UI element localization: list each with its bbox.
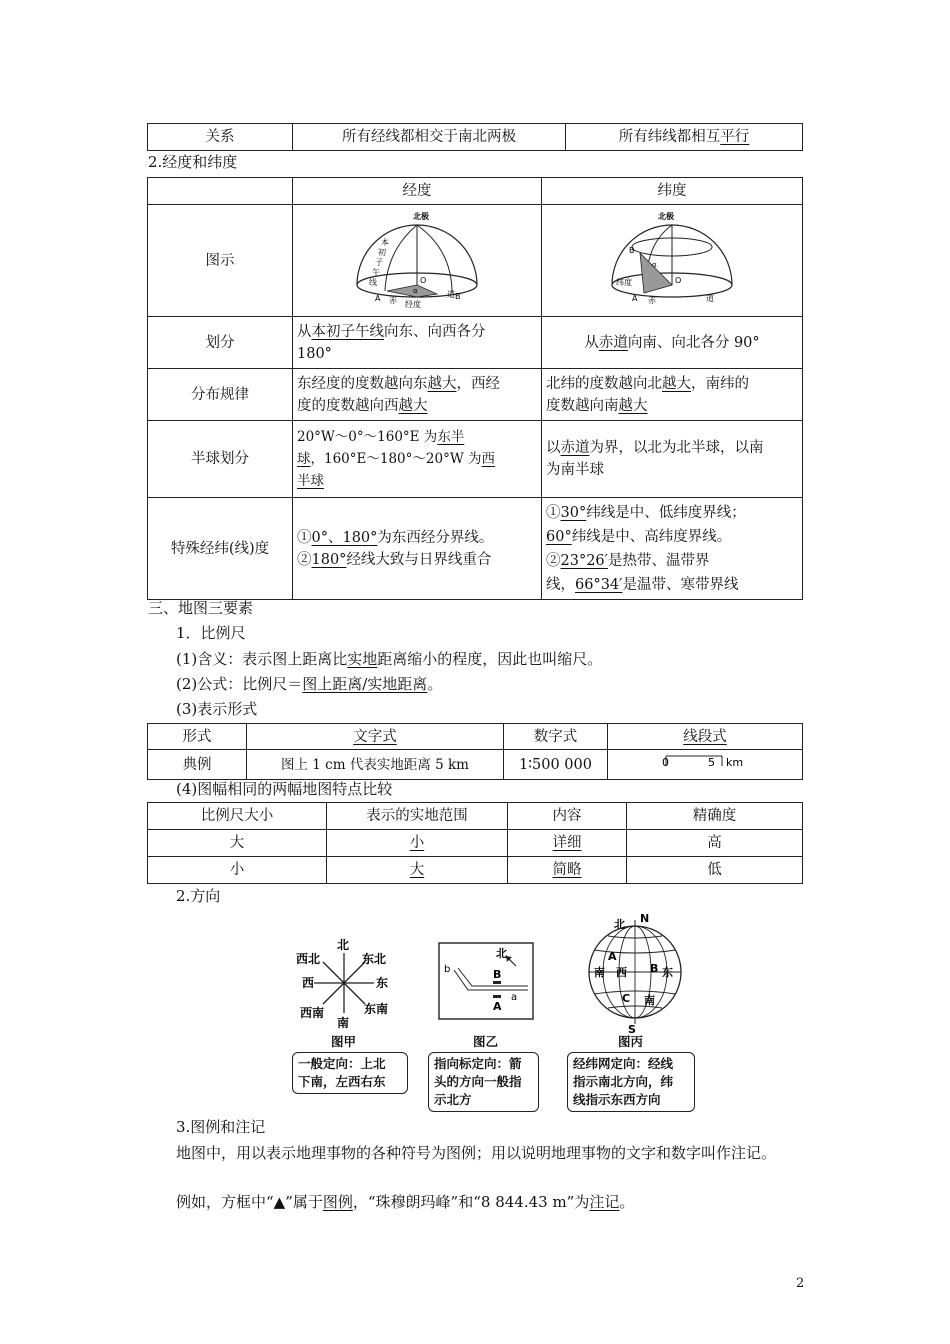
scale-bar-graphic	[660, 750, 750, 772]
scale-bar	[608, 750, 803, 780]
cmp-r1c0: 大	[148, 830, 327, 857]
s1-1: (1)含义：表示图上距离比实地距离缩小的程度，因此也叫缩尺。	[176, 650, 603, 668]
row-huafen-label: 划分	[148, 317, 293, 369]
cmp-r2c2: 简略	[508, 857, 627, 884]
bar-5: 5	[708, 756, 715, 769]
fig-right-dao: 道	[706, 294, 714, 303]
relation-col2: 所有纬线都相互平行	[566, 124, 803, 151]
yi-a: A	[493, 1000, 502, 1013]
row-tushi-label: 图示	[148, 205, 293, 317]
fig-right-weidu: 纬度	[616, 278, 632, 287]
teshu-weidu: ①30°纬线是中、低纬度界线； 60°纬线是中、高纬度界线。 ②23°26′是热带、温带界 线，66°34′是温带、寒带界线	[542, 498, 803, 600]
compass-e: 东	[376, 976, 389, 990]
fig-left-dao: 道	[447, 290, 455, 299]
row-teshu-label: 特殊经纬(线)度	[148, 498, 293, 600]
compass-s: 南	[337, 1016, 350, 1030]
fig-left-b: B	[455, 292, 461, 301]
compass-ne: 东北	[362, 952, 387, 966]
s1-title: 1．比例尺	[176, 624, 246, 642]
bing-a: A	[608, 950, 617, 963]
scale-h3: 线段式	[608, 724, 803, 750]
fig-left-wu: 午	[372, 268, 380, 277]
bar-km: km	[726, 756, 744, 769]
compare-table	[147, 802, 803, 884]
cmp-h3: 精确度	[627, 803, 803, 830]
cmp-h2: 内容	[508, 803, 627, 830]
fig-left-beiji: 北极	[413, 212, 429, 221]
fig-right-b: B	[629, 246, 635, 255]
bar-0: 0	[662, 756, 669, 769]
cmp-h1: 表示的实地范围	[327, 803, 508, 830]
compass-w: 西	[302, 976, 315, 990]
fig-right-o: O	[675, 276, 682, 285]
bing-b: B	[650, 962, 659, 975]
latlon-table	[147, 177, 803, 600]
latitude-figure	[542, 205, 803, 317]
s1-2: (2)公式：比例尺＝图上距离/实地距离。	[176, 675, 443, 693]
fig-right-a: A	[632, 294, 638, 303]
box-yi: 指向标定向：箭 头的方向一般指 示北方	[428, 1052, 539, 1112]
s3-paragraph-2: 例如，方框中“▲”属于图例，“珠穆朗玛峰”和“8 844.43 m”为注记。	[176, 1193, 635, 1211]
longitude-figure	[293, 205, 542, 317]
compass-n: 北	[337, 938, 350, 952]
bing-nan-bottom: 南	[644, 994, 655, 1007]
scale-r0: 典例	[148, 750, 247, 780]
compass-nw: 西北	[296, 952, 321, 966]
bing-s: S	[628, 1023, 636, 1034]
s1-3: (3)表示形式	[176, 700, 258, 718]
fig-left-ben: 本	[381, 238, 389, 247]
relation-table	[147, 123, 803, 151]
bing-c: C	[622, 992, 631, 1005]
scale-r2: 1∶500 000	[504, 750, 608, 780]
page-number: 2	[796, 1276, 805, 1291]
fenbu-weidu: 北纬的度数越向北越大，南纬的 度数越向南越大	[542, 369, 803, 421]
relation-col1: 所有经线都相交于南北两极	[293, 124, 566, 151]
fig-right-chi: 赤	[648, 296, 656, 305]
longitude-hemisphere-diagram	[347, 205, 487, 309]
fig-right-beiji: 北极	[658, 212, 674, 221]
north-arrow-figure	[436, 940, 536, 1022]
s3-title: 3.图例和注记	[176, 1118, 266, 1136]
caption-yi: 图乙	[473, 1034, 499, 1049]
cmp-r2c1: 大	[327, 857, 508, 884]
section3-title: 三、地图三要素	[148, 599, 254, 617]
scale-h0: 形式	[148, 724, 247, 750]
cmp-r1c2: 详细	[508, 830, 627, 857]
fig-left-o: O	[420, 276, 427, 285]
yi-a-small: a	[511, 992, 518, 1003]
bing-n: N	[640, 912, 650, 925]
fig-left-jingdu: 经度	[405, 300, 421, 309]
banqiu-weidu: 以赤道为界，以北为北半球，以南 为南半球	[542, 421, 803, 498]
caption-jia: 图甲	[331, 1034, 357, 1049]
bing-bei: 北	[614, 918, 625, 931]
header-jingdu: 经度	[293, 178, 542, 205]
fig-left-chu: 初	[378, 248, 386, 257]
compass-rose-figure	[292, 935, 402, 1035]
graticule-globe-figure	[580, 912, 690, 1034]
yi-b-small: b	[444, 964, 451, 975]
latlon-corner	[148, 178, 293, 205]
fenbu-jingdu: 东经度的度数越向东越大，西经 度的度数越向西越大	[293, 369, 542, 421]
relation-label: 关系	[148, 124, 293, 151]
bing-dong: 东	[662, 966, 673, 979]
scale-r1: 图上 1 cm 代表实地距离 5 km	[247, 750, 504, 780]
fig-left-alpha: α	[413, 287, 418, 295]
heading-latlon: 2.经度和纬度	[148, 153, 238, 171]
box-jia: 一般定向：上北 下南，左西右东	[292, 1052, 408, 1094]
latitude-hemisphere-diagram	[602, 205, 742, 309]
cmp-r1c1: 小	[327, 830, 508, 857]
box-bing: 经纬网定向：经线 指示南北方向，纬 线指示东西方向	[567, 1052, 695, 1112]
huafen-jingdu: 从本初子午线向东、向西各分 180°	[293, 317, 542, 369]
header-weidu: 纬度	[542, 178, 803, 205]
compass-se: 东南	[364, 1002, 389, 1016]
bing-nan-left: 南	[594, 966, 605, 979]
row-banqiu-label: 半球划分	[148, 421, 293, 498]
teshu-jingdu: ①0°、180°为东西经分界线。 ②180°经线大致与日界线重合	[293, 498, 542, 600]
s3-paragraph-1: 地图中，用以表示地理事物的各种符号为图例；用以说明地理事物的文字和数字叫作注记。	[176, 1144, 777, 1162]
fig-left-zi: 子	[375, 258, 383, 267]
compass-sw: 西南	[300, 1006, 325, 1020]
fig-right-alpha: α	[652, 261, 657, 269]
s1-4: (4)图幅相同的两幅地图特点比较	[176, 780, 393, 798]
fig-left-a: A	[375, 294, 381, 303]
cmp-r2c0: 小	[148, 857, 327, 884]
cmp-h0: 比例尺大小	[148, 803, 327, 830]
huafen-weidu: 从赤道向南、向北各分 90°	[542, 317, 803, 369]
caption-bing: 图丙	[618, 1034, 644, 1049]
banqiu-jingdu: 20°W～0°～160°E 为东半 球，160°E～180°～20°W 为西 半球	[293, 421, 542, 498]
scale-h2: 数字式	[504, 724, 608, 750]
fig-left-chi: 赤	[389, 296, 397, 305]
fig-left-xian: 线	[369, 278, 377, 287]
cmp-r1c3: 高	[627, 830, 803, 857]
cmp-r2c3: 低	[627, 857, 803, 884]
bing-xi: 西	[616, 966, 627, 979]
row-fenbu-label: 分布规律	[148, 369, 293, 421]
yi-b: B	[493, 968, 502, 981]
scale-table	[147, 723, 803, 780]
s2-title: 2.方向	[176, 887, 221, 905]
yi-bei: 北	[496, 947, 507, 960]
scale-h1: 文字式	[247, 724, 504, 750]
